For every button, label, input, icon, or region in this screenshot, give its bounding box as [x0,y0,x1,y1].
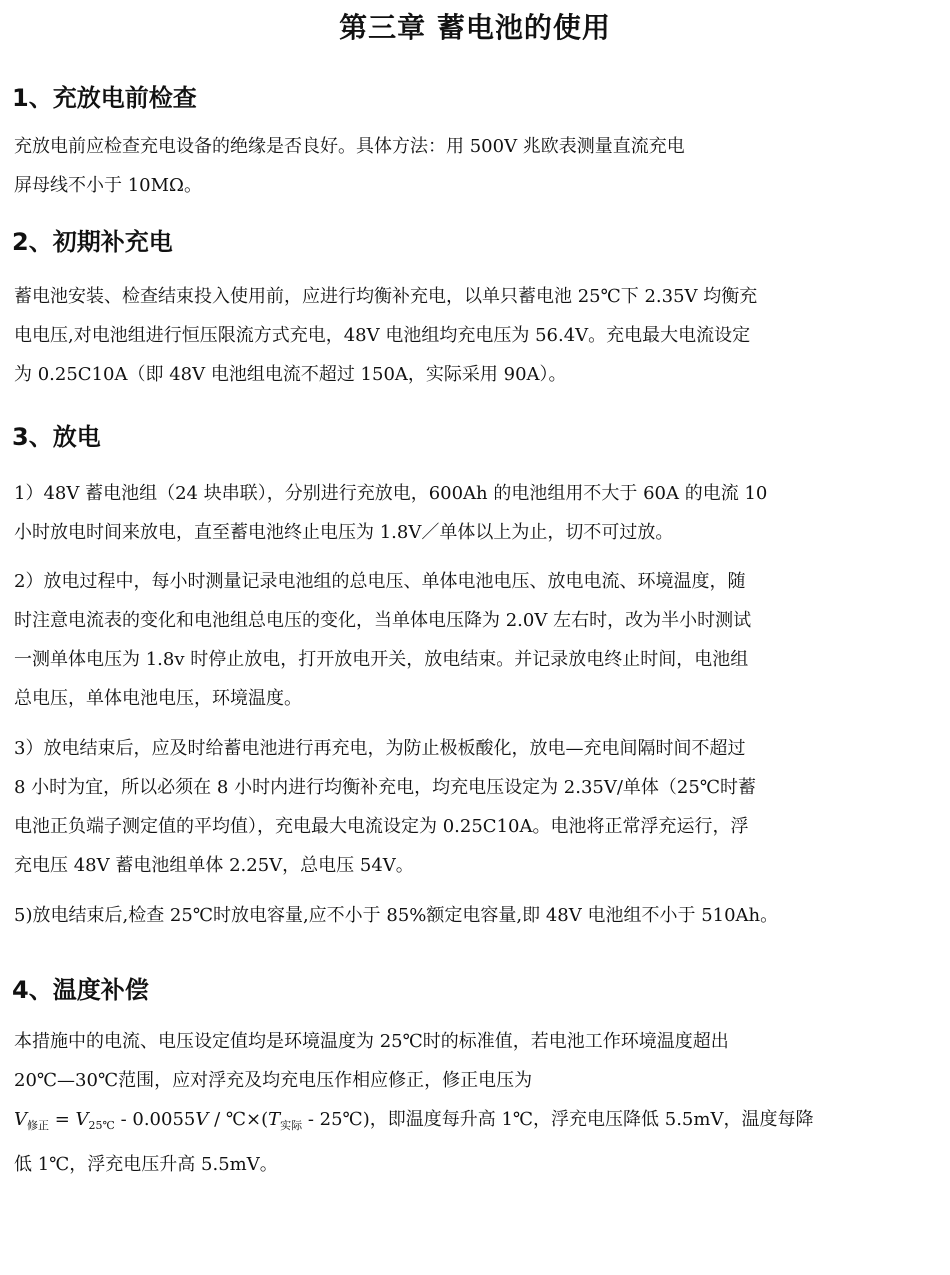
text-line: 屏母线不小于 10MΩ。 [14,175,202,196]
section-heading-1: 1、充放电前检查 [12,84,197,112]
text-line: 3）放电结束后，应及时给蓄电池进行再充电，为防止极板酸化，放电—充电间隔时间不超过 [14,738,746,759]
text-line: 时注意电流表的变化和电池组总电压的变化，当单体电压降为 2.0V 左右时，改为半小时测试 [14,610,752,631]
text-line: 总电压，单体电池电压，环境温度。 [14,688,302,709]
text-line: 2）放电过程中，每小时测量记录电池组的总电压、单体电池电压、放电电流、环境温度，随 [14,571,746,592]
text-line: 5)放电结束后,检查 25℃时放电容量,应不小于 85%额定电容量,即 48V 电池组不小于 510Ah。 [14,905,779,926]
section-4-paragraph [14,1022,938,1184]
section-2-paragraph [14,277,938,394]
section-3-item-2 [14,562,938,718]
text-line: 电池正负端子测定值的平均值），充电最大电流设定为 0.25C10A。电池将正常浮充运行，浮 [14,816,749,837]
section-heading-3: 3、放电 [12,423,101,451]
formula-tail: - 25℃) [302,1109,370,1130]
formula-coefficient: - 0.0055 [114,1109,196,1130]
text-line: 本措施中的电流、电压设定值均是环境温度为 25℃时的标准值，若电池工作环境温度超出 [14,1031,729,1052]
section-heading-4: 4、温度补偿 [12,976,149,1004]
section-1-paragraph [14,127,938,205]
formula-rest: ，即温度每升高 1℃，浮充电压降低 5.5mV，温度每降 [369,1109,814,1130]
section-heading-2: 2、初期补充电 [12,228,173,256]
formula-sub-correction: 修正 [27,1119,49,1132]
formula-t-actual: T [268,1109,281,1130]
text-line: 20℃—30℃范围，应对浮充及均充电压作相应修正，修正电压为 [14,1070,533,1091]
section-3-item-5 [14,896,938,935]
formula-v-unit: V [195,1109,209,1130]
formula-sub-actual: 实际 [280,1119,303,1132]
section-3-item-1 [14,474,938,552]
text-line: 充电压 48V 蓄电池组单体 2.25V，总电压 54V。 [14,855,414,876]
text-line: 小时放电时间来放电，直至蓄电池终止电压为 1.8V／单体以上为止，切不可过放。 [14,522,674,543]
formula-line [14,1100,938,1145]
text-line: 充放电前应检查充电设备的绝缘是否良好。具体方法：用 500V 兆欧表测量直流充电 [14,136,685,157]
chapter-title: 第三章 蓄电池的使用 [339,11,611,44]
text-line: 8 小时为宜，所以必须在 8 小时内进行均衡补充电，均充电压设定为 2.35V/单体（25℃时蓄 [14,777,756,798]
formula-unit: / ℃×( [208,1109,269,1130]
text-line: 低 1℃，浮充电压升高 5.5mV。 [14,1154,278,1175]
text-line: 蓄电池安装、检查结束投入使用前，应进行均衡补充电，以单只蓄电池 25℃下 2.35V 均衡充 [14,286,758,307]
formula-equals: = [49,1109,76,1130]
text-line: 1）48V 蓄电池组（24 块串联），分别进行充放电，600Ah 的电池组用不大于 60A 的电流 10 [14,483,768,504]
text-line: 一测单体电压为 1.8v 时停止放电，打开放电开关，放电结束。并记录放电终止时间，电池组 [14,649,749,670]
formula-v-25: V [75,1109,89,1130]
formula-v-correction: V [14,1109,27,1130]
section-3-item-3 [14,729,938,885]
formula-sub-25: 25℃ [88,1119,115,1132]
text-line: 电电压,对电池组进行恒压限流方式充电，48V 电池组均充电压为 56.4V。充电最大电流设定 [14,325,751,346]
text-line: 为 0.25C10A（即 48V 电池组电流不超过 150A，实际采用 90A）。 [14,364,567,385]
